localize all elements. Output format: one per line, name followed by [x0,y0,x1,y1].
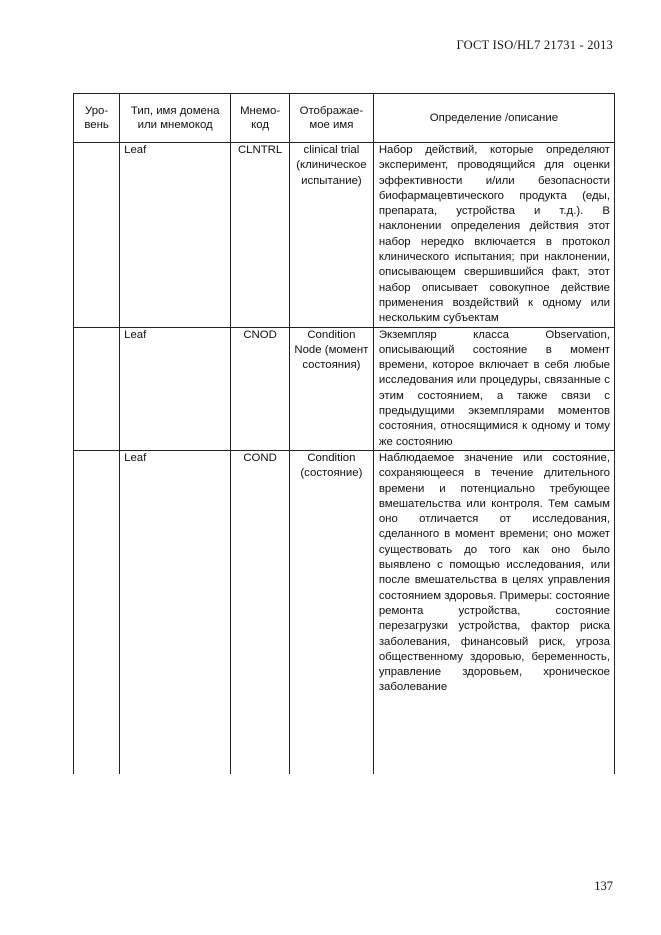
cell-definition: Наблюдаемое значение или состояние, сохраняющееся в течение длительного времени и потенциально требующее вмешательства или контроля. Тем самым оно отличается от исследования, сделанного в момент времени; оно может существовать до того как оно было выявлено с помощью исследования, или после вмешательства в целях управления состоянием здоровья. Примеры: состояние ремонта устройства, состояние перезагрузки устройства, фактор риска заболевания, финансовый риск, угроза общественному здоровью, беременность, управление здоровьем, хроническое заболевание [373,450,614,774]
cell-type: Leaf [120,450,231,774]
table-row [74,143,615,328]
cell-mnemonic: CNOD [231,327,290,450]
column-header-definition: Определение /описание [373,94,614,143]
cell-level [74,327,120,450]
column-header-display-name: Отображае-мое имя [289,94,373,143]
page-number: 137 [594,879,613,893]
column-header-level: Уро-вень [74,94,120,143]
table-header-row [74,94,615,143]
cell-display-name: Condition Node (момент состояния) [289,327,373,450]
table-row [74,327,615,450]
document-header: ГОСТ ISO/HL7 21731 - 2013 [456,38,613,52]
column-header-type: Тип, имя домена или мнемокод [120,94,231,143]
cell-type: Leaf [120,327,231,450]
cell-level [74,143,120,328]
cell-definition: Экземпляр класса Observation, описывающий состояние в момент времени, которое включает в себя любые исследования или процедуры, связанные с этим состоянием, а также связи с предыдущими экземплярами моментов состояния, относящимися к одному и тому же состоянию [373,327,614,450]
table-row [74,450,615,774]
column-header-mnemonic: Мнемо-код [231,94,290,143]
cell-definition: Набор действий, которые определяют эксперимент, проводящийся для оценки эффективности и/или безопасности биофармацевтического продукта (еды, препарата, устройства и т.д.). В наклонении определения действия этот набор нередко включается в протокол клинического испытания; при наклонении, описывающем свершившийся факт, этот набор описывает совокупное действие применения воздействий к одному или нескольким субъектам [373,143,614,328]
cell-level [74,450,120,774]
cell-mnemonic: CLNTRL [231,143,290,328]
cell-display-name: clinical trial (клиническое испытание) [289,143,373,328]
cell-display-name: Condition (состояние) [289,450,373,774]
definitions-table [73,93,615,774]
cell-type: Leaf [120,143,231,328]
cell-mnemonic: COND [231,450,290,774]
